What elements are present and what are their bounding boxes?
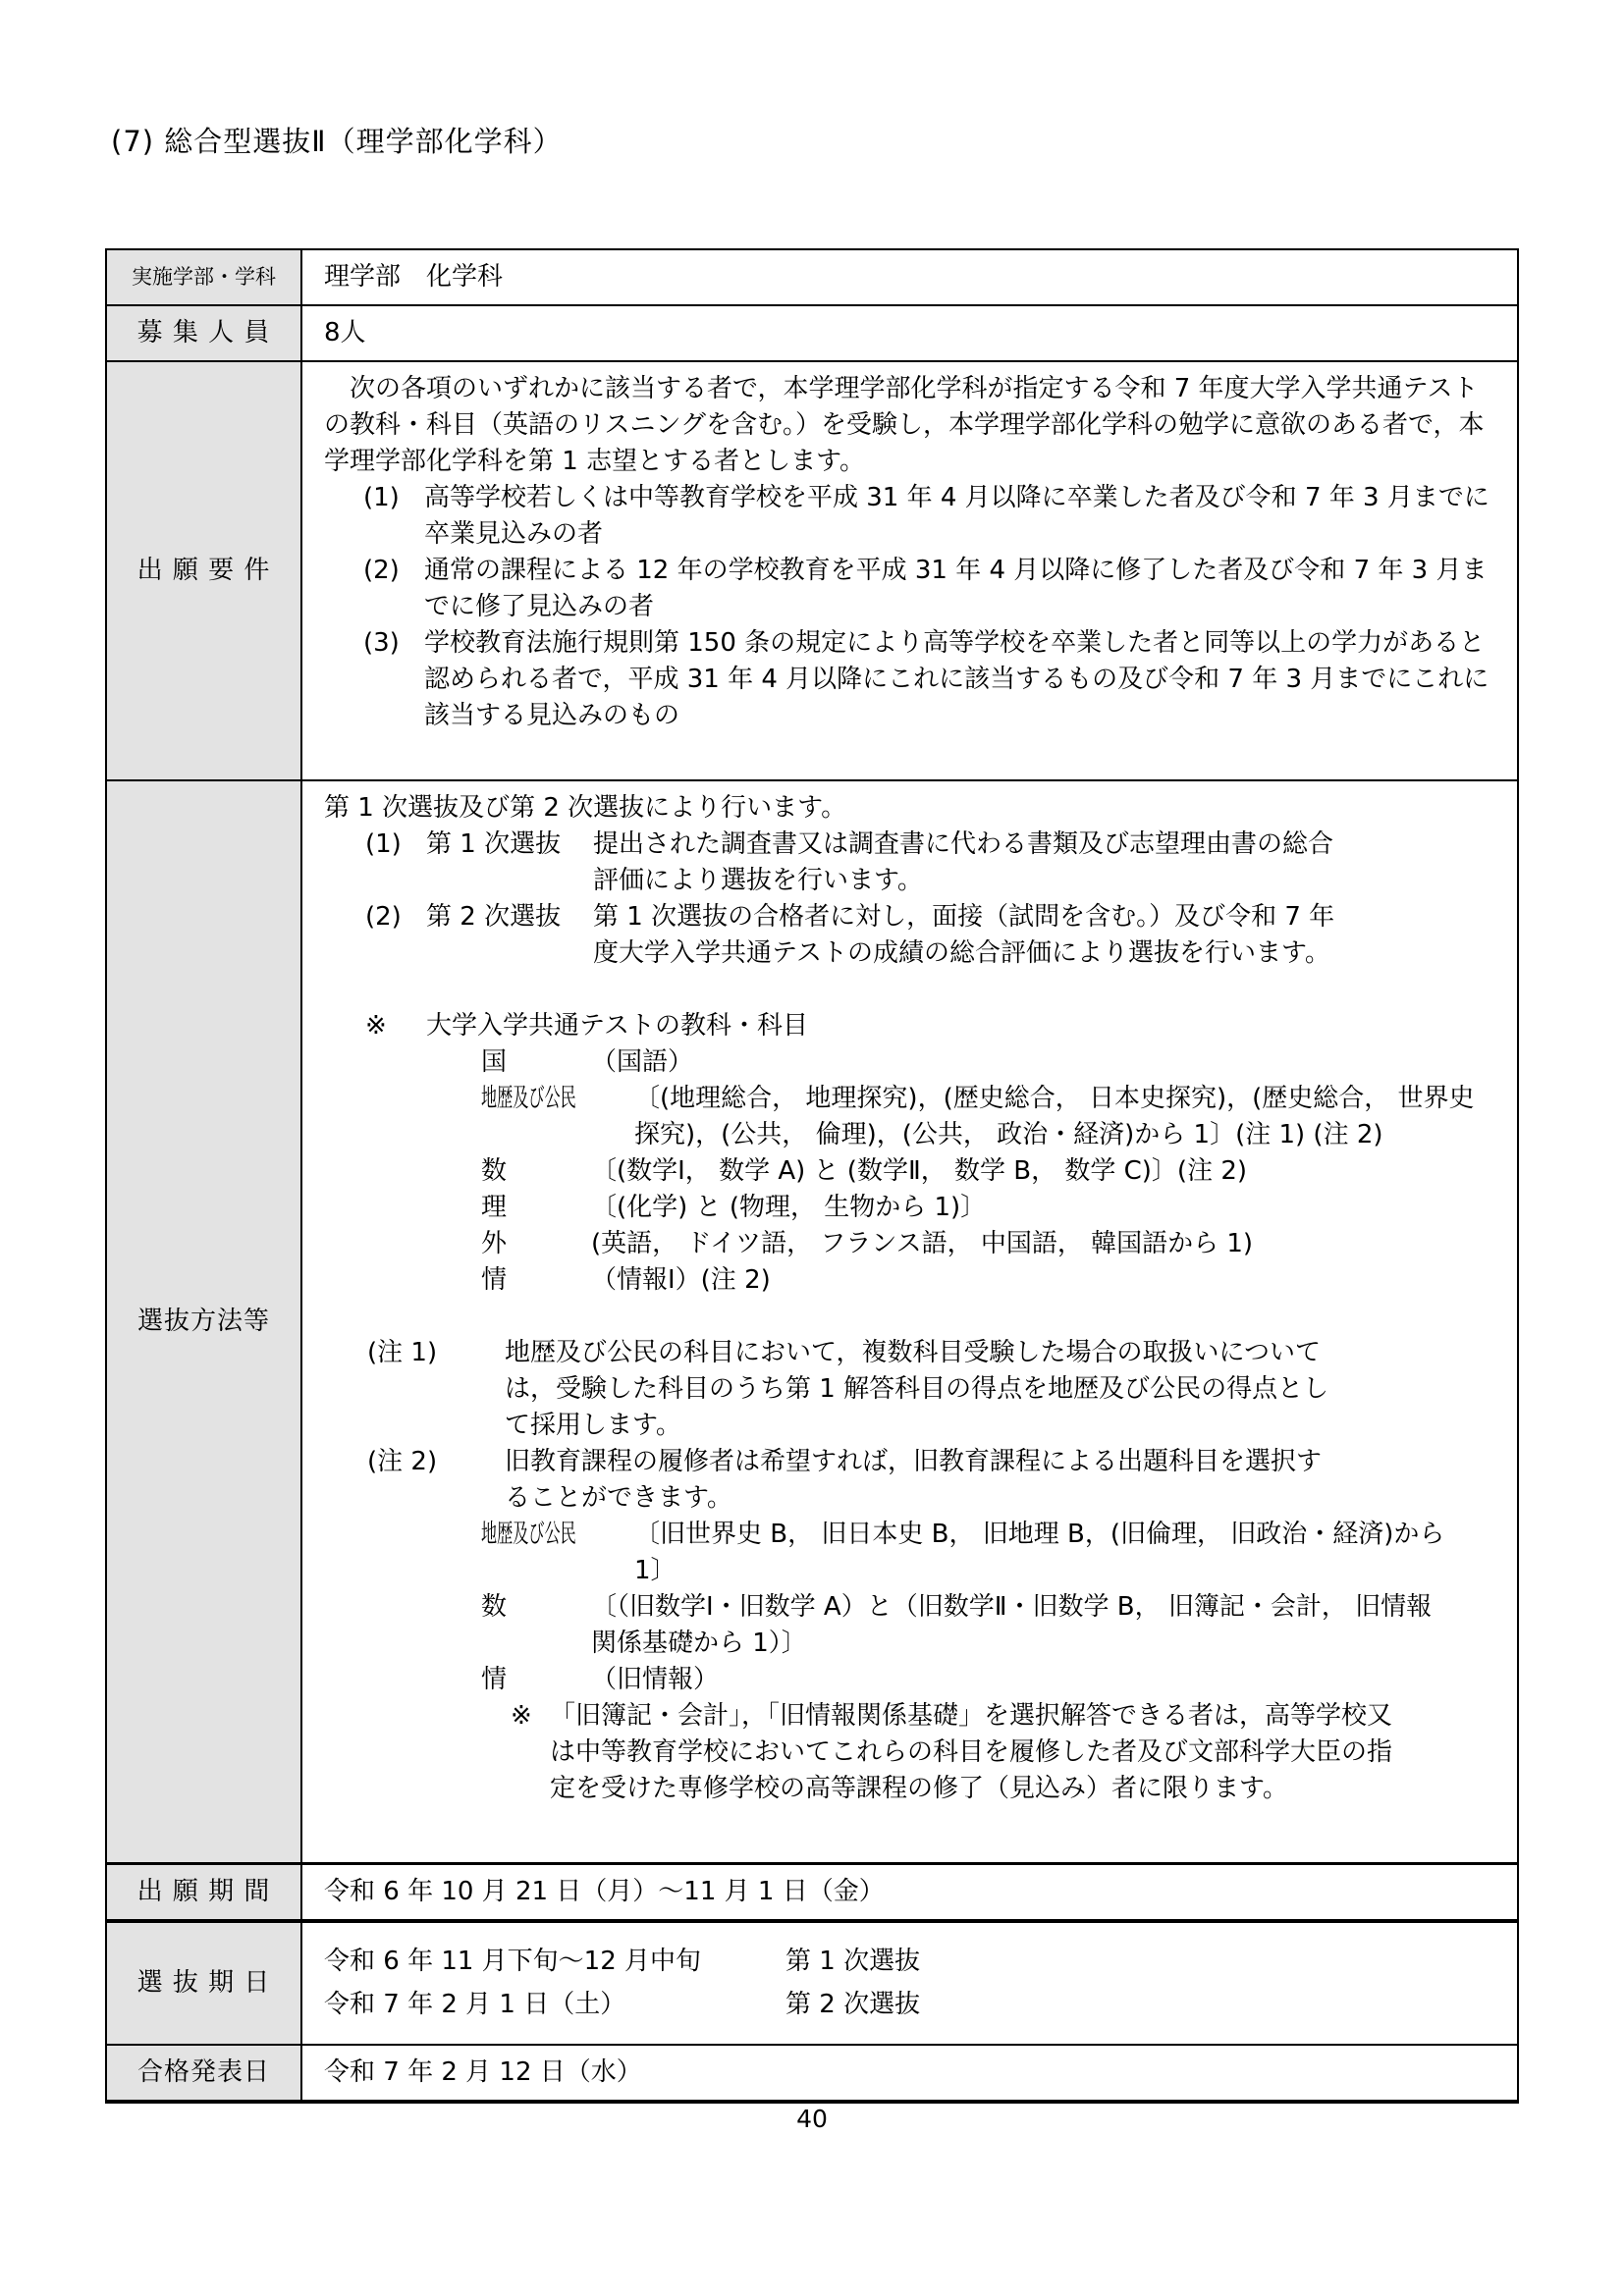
application-period-cell xyxy=(302,1865,1517,1919)
note-number: (注 2) xyxy=(367,1447,438,1476)
reference-mark: ※ xyxy=(511,1701,532,1731)
note-text: 地歴及び公民の科目において，複数科目受験した場合の取扱いについては，受験した科目のうち第 1 解答科目の得点を地歴及び公民の得点として採用します。 xyxy=(505,1338,1329,1440)
item-text: 学校教育法施行規則第 150 条の規定により高等学校を卒業した者と同等以上の学力があると認められる者で，平成 31 年 4 月以降にこれに該当するもの及び令和 7 年 3 月までにこれに該当する見込みのもの xyxy=(424,628,1489,730)
stage-text: 第 1 次選抜の合格者に対し，面接（試問を含む。）及び令和 7 年度大学入学共通テストの成績の総合評価により選抜を行います。 xyxy=(593,902,1335,968)
table-row-capacity xyxy=(107,304,1517,360)
row-label-text: 出 願 期 間 xyxy=(136,1877,271,1906)
item-number: (3) xyxy=(363,628,400,658)
subject-name: 数 xyxy=(481,1592,508,1622)
announcement-cell xyxy=(302,2046,1517,2100)
subject-row xyxy=(481,1262,1497,1299)
table-row-department xyxy=(107,250,1517,304)
table-row-selection-dates xyxy=(107,1919,1517,2044)
old-note-text: 「旧簿記・会計」，「旧情報関係基礎」を選択解答できる者は，高等学校又は中等教育学校においてこれらの科目を履修した者及び文部科学大臣の指定を受けた専修学校の高等課程の修了（見込み）者に限ります。 xyxy=(550,1701,1393,1803)
subject-name: 情 xyxy=(481,1265,508,1295)
page-number: 40 xyxy=(796,2105,828,2133)
subject-name-condensed: 地歴及び公民 xyxy=(481,1084,576,1113)
stage-number: (2) xyxy=(365,902,402,932)
selection-date-stage: 第 1 次選抜 xyxy=(785,1947,921,1976)
selection-date: 令和 7 年 2 月 1 日（土） xyxy=(324,1990,626,2019)
subject-detail: 〔（旧数学Ⅰ・旧数学 A）と（旧数学Ⅱ・旧数学 B， 旧簿記・会計， 旧情報関係基礎から 1）〕 xyxy=(591,1592,1433,1658)
selection-stage xyxy=(365,899,1497,972)
table-row-requirements xyxy=(107,360,1517,779)
subject-detail: （旧情報） xyxy=(591,1665,720,1694)
row-label-selection-dates xyxy=(107,1923,302,2044)
subject-name xyxy=(481,1517,634,1589)
selection-date-line xyxy=(324,1944,1497,1980)
note-number: (注 1) xyxy=(367,1338,438,1367)
kyotsu-heading-text: 大学入学共通テストの教科・科目 xyxy=(426,1011,808,1041)
row-label-text: 募 集 人 員 xyxy=(136,318,271,347)
subject-name xyxy=(481,1081,634,1153)
selection-dates-cell xyxy=(302,1923,1517,2044)
subject-detail: （国語） xyxy=(591,1047,694,1077)
subject-name: 外 xyxy=(481,1229,508,1258)
subject-name: 数 xyxy=(481,1156,508,1186)
row-label-requirements xyxy=(107,362,302,779)
subject-row xyxy=(481,1190,1497,1226)
row-value-department-cell xyxy=(302,250,1517,304)
row-label-text: 選 抜 期 日 xyxy=(136,1968,271,1998)
subject-detail: 〔(地理総合， 地理探究)，(歴史総合， 日本史探究)，(歴史総合， 世界史探究)，(公共， 倫理)，(公共， 政治・経済)から 1〕(注 1) (注 2) xyxy=(634,1084,1475,1149)
subject-detail: 〔旧世界史 B， 旧日本史 B， 旧地理 B，(旧倫理， 旧政治・経済)から 1〕 xyxy=(634,1520,1445,1585)
announcement-value: 令和 7 年 2 月 12 日（水） xyxy=(324,2057,642,2087)
stage-name: 第 1 次選抜 xyxy=(426,829,562,859)
method-cell xyxy=(302,781,1517,1862)
admission-table xyxy=(105,248,1519,2104)
subject-name: 国 xyxy=(481,1047,508,1077)
stage-number: (1) xyxy=(365,829,402,859)
requirement-item xyxy=(363,553,1497,625)
selection-stage xyxy=(365,827,1497,899)
table-row-method xyxy=(107,779,1517,1862)
subject-row xyxy=(481,1153,1497,1190)
capacity-value: 8人 xyxy=(324,318,366,347)
old-curriculum-note xyxy=(511,1698,1497,1807)
stage-name: 第 2 次選抜 xyxy=(426,902,562,932)
old-subject-row xyxy=(481,1589,1497,1662)
method-intro: 第 1 次選抜及び第 2 次選抜により行います。 xyxy=(324,793,847,823)
row-label-text: 実施学部・学科 xyxy=(132,265,276,289)
subject-detail: (英語， ドイツ語， フランス語， 中国語， 韓国語から 1) xyxy=(591,1229,1254,1258)
requirements-intro: 次の各項のいずれかに該当する者で，本学理学部化学科が指定する令和 7 年度大学入学共通テストの教科・科目（英語のリスニングを含む。）を受験し，本学理学部化学科の勉学に意欲のある者で，本学理学部化学科を第 1 志望とする者とします。 xyxy=(324,374,1485,476)
row-label-text: 選抜方法等 xyxy=(136,1307,270,1336)
method-note xyxy=(367,1335,1497,1444)
requirement-item xyxy=(363,625,1497,734)
subject-row xyxy=(481,1044,1497,1081)
method-note xyxy=(367,1444,1497,1517)
subject-detail: （情報Ⅰ）(注 2) xyxy=(591,1265,771,1295)
kyotsu-test-heading xyxy=(365,1008,1497,1044)
row-label-capacity xyxy=(107,306,302,360)
reference-mark: ※ xyxy=(365,1011,387,1041)
requirement-item xyxy=(363,480,1497,553)
item-text: 高等学校若しくは中等教育学校を平成 31 年 4 月以降に卒業した者及び令和 7 年 3 月までに卒業見込みの者 xyxy=(424,483,1489,549)
old-subject-row xyxy=(481,1517,1497,1589)
subject-row xyxy=(481,1081,1497,1153)
item-number: (2) xyxy=(363,556,400,585)
item-number: (1) xyxy=(363,483,400,512)
page-title: (7) 総合型選抜Ⅱ（理学部化学科） xyxy=(111,125,563,158)
subject-row xyxy=(481,1226,1497,1262)
row-value-capacity-cell xyxy=(302,306,1517,360)
selection-date-line xyxy=(324,1987,1497,2023)
row-label-text: 出 願 要 件 xyxy=(136,556,271,585)
stage-text: 提出された調査書又は調査書に代わる書類及び志望理由書の総合評価により選抜を行います。 xyxy=(593,829,1334,895)
row-label-department xyxy=(107,250,302,304)
subject-detail: 〔(化学) と (物理， 生物から 1)〕 xyxy=(591,1193,987,1222)
row-label-method xyxy=(107,781,302,1862)
requirements-cell xyxy=(302,362,1517,779)
table-row-application-period xyxy=(107,1862,1517,1919)
subject-detail: 〔(数学Ⅰ， 数学 A) と (数学Ⅱ， 数学 B， 数学 C)〕(注 2) xyxy=(591,1156,1248,1186)
row-label-text: 合格発表日 xyxy=(136,2057,270,2087)
row-label-application-period xyxy=(107,1865,302,1919)
subject-name: 情 xyxy=(481,1665,508,1694)
selection-date: 令和 6 年 11 月下旬～12 月中旬 xyxy=(324,1947,702,1976)
item-text: 通常の課程による 12 年の学校教育を平成 31 年 4 月以降に修了した者及び令和 7 年 3 月までに修了見込みの者 xyxy=(424,556,1488,621)
application-period-value: 令和 6 年 10 月 21 日（月）～11 月 1 日（金） xyxy=(324,1877,885,1906)
subject-name-condensed: 地歴及び公民 xyxy=(481,1520,576,1549)
selection-date-stage: 第 2 次選抜 xyxy=(785,1990,921,2019)
department-value: 理学部 化学科 xyxy=(324,262,504,292)
old-subject-row xyxy=(481,1662,1497,1698)
note-text: 旧教育課程の履修者は希望すれば，旧教育課程による出題科目を選択することができます。 xyxy=(505,1447,1323,1513)
table-row-announcement xyxy=(107,2044,1517,2100)
row-label-announcement xyxy=(107,2046,302,2100)
subject-name: 理 xyxy=(481,1193,508,1222)
